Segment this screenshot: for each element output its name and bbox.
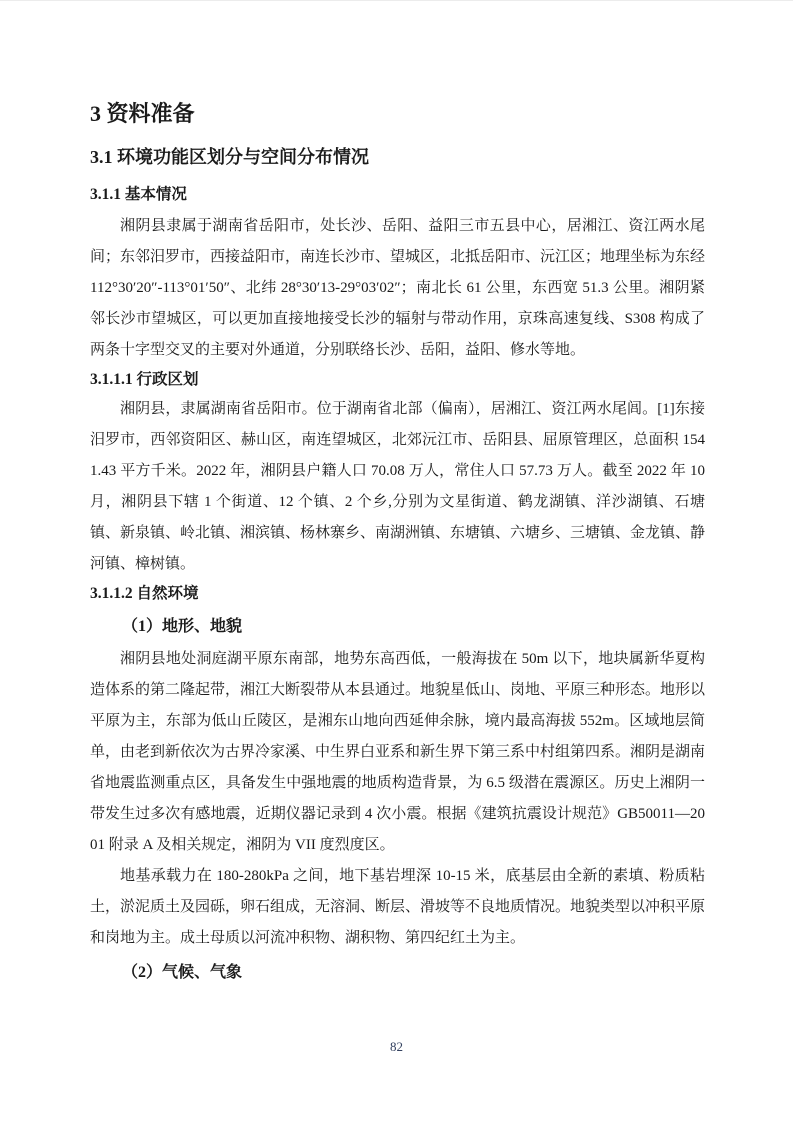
paragraph-foundation-geology: 地基承载力在 180-280kPa 之间，地下基岩埋深 10-15 米，底基层由全新的素填、粉质粘土，淤泥质土及园砾，卵石组成，无溶洞、断层、滑坡等不良地质情况。地貌类型以冲积平原和岗地为主。成土母质以河流冲积物、湖积物、第四纪红土为主。 [90, 868, 706, 946]
section-title: 3 资料准备 [90, 101, 195, 126]
paragraph-county-overview: 湘阴县隶属于湖南省岳阳市，处长沙、岳阳、益阳三市五县中心，居湘江、资江两水尾间；东邻汨罗市，西接益阳市，南连长沙市、望城区，北抵岳阳市、沅江区；地理坐标为东经 112°30′20″-113°01′50″、北纬 28°30′13-29°03′02″；南北长 61 公里，东西宽 51.3 公里。湘阴紧邻长沙市望城区，可以更加直接地接受长沙的辐射与带动作用，京珠高速复线、S308 构成了两条十字型交叉的主要对外通道，分别联络长沙、岳阳，益阳、修水等地。 [90, 218, 706, 358]
heading-basic-info: 3.1.1 基本情况 [90, 186, 187, 203]
paragraph-administrative-division: 湘阴县，隶属湖南省岳阳市。位于湖南省北部（偏南），居湘江、资江两水尾闾。[1]东接汨罗市，西邻资阳区、赫山区，南连望城区，北郊沅江市、岳阳县、屈原管理区，总面积 1541.43 平方千米。2022 年，湘阴县户籍人口 70.08 万人，常住人口 57.73 万人。截至 2022 年 10 月，湘阴县下辖 1 个街道、12 个镇、2 个乡,分别为文星街道、鹤龙湖镇、洋沙湖镇、石塘镇、新泉镇、岭北镇、湘滨镇、杨林寨乡、南湖洲镇、东塘镇、六塘乡、三塘镇、金龙镇、静河镇、樟树镇。 [90, 401, 706, 572]
heading-administrative-division: 3.1.1.1 行政区划 [90, 371, 199, 388]
paragraph-terrain-landform: 湘阴县地处洞庭湖平原东南部，地势东高西低，一般海拔在 50m 以下，地块属新华夏构造体系的第二隆起带，湘江大断裂带从本县通过。地貌星低山、岗地、平原三种形态。地形以平原为主，东部为低山丘陵区，是湘东山地向西延伸余脉，境内最高海拔 552m。区域地层简单，由老到新依次为古界冷家溪、中生界白亚系和新生界下第三系中村组第四系。湘阴是湖南省地震监测重点区，具备发生中强地震的地质构造背景，为 6.5 级潜在震源区。历史上湘阴一带发生过多次有感地震，近期仪器记录到 4 次小震。根据《建筑抗震设计规范》GB50011—2001 附录 A 及相关规定，湘阴为 VII 度烈度区。 [90, 651, 706, 853]
page-number: 82 [390, 1039, 403, 1054]
subheading-climate-meteorology: （2）气候、气象 [122, 964, 243, 981]
subheading-terrain-landform: （1）地形、地貌 [122, 618, 243, 635]
subsection-title: 3.1 环境功能区划分与空间分布情况 [90, 147, 369, 167]
heading-natural-environment: 3.1.1.2 自然环境 [90, 585, 199, 602]
